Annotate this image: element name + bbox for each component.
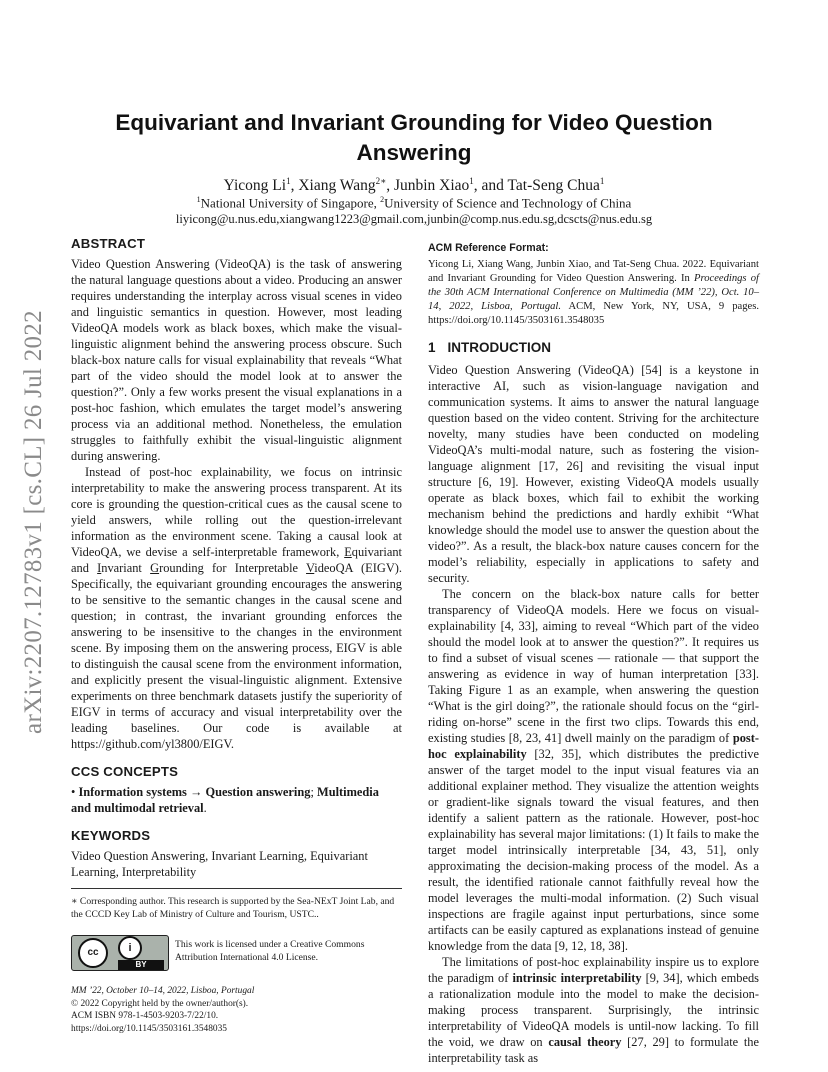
abstract-paragraph-2: [71, 464, 402, 752]
intro-p2-b: [32, 35], which distributes the predictive answer of the target model to the input visual features via an additional explainer method. They visualize the attention weights or gradient-like signals toward the visual features, and then identify a salient pattern as the rationale. However, post-hoc explainability has several major limitations: (1) It fails to make the target model intrinsically interpretable [34, 43, 51], only approximating the decision-making process of the model. As a result, the identified rationale cannot faithfully reveal how the model leverages the multi-modal information. (2) Such visual inspections are fragile against input perturbations, since some artifacts can be easily captured as explanations instead of genuine knowledge from the data [9, 12, 18, 38].: [428, 747, 760, 953]
intro-paragraph-2: [428, 586, 759, 954]
pub-copyright: © 2022 Copyright held by the owner/author(s).: [71, 998, 249, 1009]
acronym-g: G: [150, 561, 160, 575]
affil-1: National University of Singapore,: [200, 195, 381, 211]
affil-2-mark: 2: [380, 195, 385, 204]
right-column: [428, 240, 759, 1066]
ccs-bullet: •: [71, 785, 79, 799]
acm-reference-text: [428, 258, 759, 328]
cc-by-badge: [71, 935, 169, 971]
intro-p3-bold-1: intrinsic interpretability: [512, 971, 642, 985]
author-sep: ,: [290, 177, 299, 195]
author-4: Tat-Seng Chua: [507, 177, 600, 195]
intro-p3-c: [27, 29] to formulate the interpretability task as: [428, 1035, 760, 1065]
keywords-text: Video Question Answering, Invariant Learning, Equivariant Learning, Interpretability: [71, 849, 368, 879]
intro-paragraph-1: Video Question Answering (VideoQA) [54] is a keystone in interactive AI, such as vision-language navigation and communication systems. It aims to answer the natural language question based on the video content. Striving for the architecture novelty, many studies have been conducted on modeling VideoQA’s multi-modal nature, such as fostering the vision-language alignment [17, 26] and revisiting the visual input structure [6, 19]. However, existing VideoQA models usually operate as black boxes, which fail to exhibit the working mechanism behind the predictions and hardly exhibit “What knowledge should the model use to answer the question about the video?”. As a result, the black-box nature causes concern for the model’s reliability, especially in applications to safety and security.: [428, 363, 759, 585]
acm-reference-heading: ACM Reference Format:: [428, 242, 549, 254]
acm-ref-part-b: ACM, New York, NY, USA, 9 pages. https://doi.org/10.1145/3503161.3548035: [428, 301, 759, 326]
ccs-end: .: [203, 801, 207, 815]
affil-1-mark: 1: [196, 195, 201, 204]
pub-venue: MM ’22, October 10–14, 2022, Lisboa, Portugal: [71, 986, 255, 996]
left-column: [71, 236, 402, 1035]
author-2: Xiang Wang: [298, 177, 376, 195]
intro-paragraph-3: [428, 954, 759, 1066]
acm-ref-part-a: Yicong Li, Xiang Wang, Junbin Xiao, and Tat-Seng Chua. 2022. Equivariant and Invariant Grounding for Video Question Answering. In: [428, 259, 759, 284]
intro-p3-a: The limitations of post-hoc explainability inspire us to explore the paradigm of: [428, 955, 759, 985]
acm-ref-proceedings: Proceedings of the 30th ACM International Conference on Multimedia (MM ’22), Oct. 10–14, 2022, Lisboa, Portugal.: [428, 273, 759, 312]
publication-info: [71, 985, 402, 1035]
footnote: ∗ Corresponding author. This research is supported by the Sea-NExT Joint Lab, and the CCCD Key Lab of Ministry of Culture and Tourism, USTC..: [71, 896, 395, 920]
license-text: This work is licensed under a Creative Commons Attribution International 4.0 License.: [175, 939, 365, 963]
title-line-2: Answering: [356, 140, 472, 165]
author-sep: ,: [386, 177, 394, 195]
ccs-term-1: Information systems: [78, 785, 187, 799]
affil-2: University of Science and Technology of China: [384, 195, 632, 211]
author-emails: liyicong@u.nus.edu,xiangwang1223@gmail.com,junbin@comp.nus.edu.sg,dcscts@nus.edu.sg: [175, 212, 653, 226]
attribution-icon: i: [118, 936, 142, 960]
license-block: [71, 935, 402, 971]
arxiv-stamp-text: arXiv:2207.12783v1 [cs.CL] 26 Jul 2022: [20, 310, 47, 734]
ccs-heading: CCS CONCEPTS: [71, 764, 179, 779]
pub-isbn: ACM ISBN 978-1-4503-9203-7/22/10.: [71, 1011, 219, 1022]
abstract-p2-rest: ideoQA (EIGV). Specifically, the equivariant grounding encourages the answering to be sensitive to the semantic changes in the causal scene and question; in contrast, the invariant grounding enforces the answering to be insensitive to the changes in the environment scene. By imposing them on the answering process, EIGV is able to distinguish the causal scene from the environment information, and explicitly present the visual-linguistic alignment. Extensive experiments on three benchmark datasets justify the superiority of EIGV in terms of accuracy and visual interpretability over the leading baselines. Our code is available at https://github.com/yl3800/EIGV.: [71, 561, 402, 751]
ccs-term-3: Multimedia and multimodal retrieval: [71, 785, 379, 815]
ccs-sep: ;: [310, 785, 317, 799]
paper-title: [80, 108, 748, 168]
section-heading-introduction: [428, 340, 759, 356]
cc-by-label: BY: [118, 960, 164, 970]
author-and: , and: [473, 177, 508, 195]
section-number: 1: [428, 340, 436, 355]
section-title: INTRODUCTION: [447, 340, 552, 355]
ccs-arrow: →: [186, 785, 206, 799]
acronym-i: I: [97, 561, 102, 575]
affiliations: [80, 195, 748, 211]
author-3-mark: 1: [469, 176, 474, 186]
author-list: [80, 176, 748, 195]
ccs-term-2: Question answering: [205, 785, 311, 799]
author-4-mark: 1: [599, 176, 605, 186]
author-1: Yicong Li: [223, 177, 287, 195]
author-2-mark: 2∗: [375, 176, 387, 186]
author-3: Junbin Xiao: [393, 177, 470, 195]
intro-p2-bold: post-hoc explainability: [428, 731, 759, 761]
acronym-e: E: [344, 545, 352, 559]
arxiv-stamp: [14, 282, 54, 762]
intro-p2-a: The concern on the black-box nature calls for better transparency of VideoQA models. Here we focus on visual-explainability [4, 33], aiming to reveal “Which part of the video should the model look at to answer the question?”. It requires us to find a subset of visual scenes — rationale — that support the answering as evidence in way of human interpretation [33]. Taking Figure 1 as an example, when answering the question “What is the girl doing?”, the rationale should focus on the “girl-riding on-horse” scene in the first two clips. Towards this end, existing studies [8, 23, 41] dwell mainly on the paradigm of: [428, 587, 759, 745]
intro-p3-bold-2: causal theory: [548, 1035, 622, 1049]
title-line-1: Equivariant and Invariant Grounding for Video Question: [115, 110, 713, 135]
abstract-p2-text: Instead of post-hoc explainability, we focus on intrinsic interpretability to make the answering process transparent. At its core is grounding the question-critical cues as the causal scene to yield answers, while rolling out the question-irrelevant information as the environment scene. Taking a causal look at VideoQA, we devise a self-interpretable framework,: [71, 465, 402, 559]
footnote-rule: [71, 888, 402, 889]
keywords-heading: KEYWORDS: [71, 828, 151, 843]
ccs-concepts: [71, 784, 402, 816]
abstract-paragraph-1: Video Question Answering (VideoQA) is the task of answering the natural language questions about a video. Producing an answer requires understanding the interplay across visual scenes in video and linguistic semantics in question. However, most leading VideoQA models work as black boxes, which make the visual-linguistic alignment behind the answering process obscure. Such black-box nature calls for visual explainability that reveals “What part of the video should the model look at to answer the question?”. Only a few works present the visual explanations in a post-hoc fashion, which emulates the target model’s answering process via an additional method. Nonetheless, the emulation struggles to faithfully exhibit the visual-linguistic alignment during answering.: [71, 257, 402, 463]
abstract-p2-equivariant: quivariant and: [71, 545, 402, 575]
author-1-mark: 1: [286, 176, 291, 186]
abstract-heading: ABSTRACT: [71, 236, 146, 251]
intro-p3-b: [9, 34], which embeds a rationalization module into the model to make the decision-making process transparent. Surprisingly, the intrinsic interpretability of VideoQA models is until-now lacking. To fill the void, we draw on: [428, 971, 759, 1049]
acronym-v: V: [306, 561, 315, 575]
pub-doi: https://doi.org/10.1145/3503161.3548035: [71, 1023, 227, 1034]
abstract-p2-invariant: nvariant: [101, 561, 151, 575]
abstract-p2-grounding: rounding for Interpretable: [159, 561, 307, 575]
cc-icon: cc: [78, 938, 108, 968]
